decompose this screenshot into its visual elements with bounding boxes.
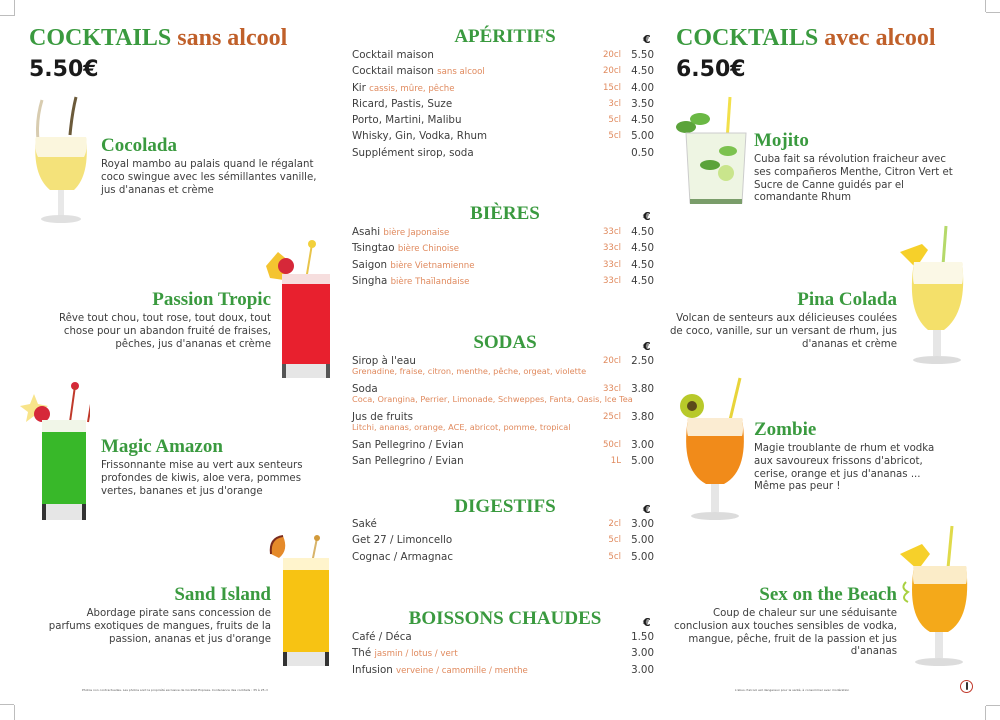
title-main: COCKTAILS: [676, 25, 819, 51]
cocktail-pina-colada: [668, 289, 897, 351]
item-volume: 15cl: [602, 82, 621, 93]
sodas-list: [352, 353, 654, 470]
item-name: Porto, Martini, Malibu: [352, 114, 462, 127]
menu-item: [352, 273, 654, 289]
menu-item: [352, 453, 654, 469]
item-price: 4.50: [631, 226, 654, 238]
currency-header: €: [643, 503, 651, 516]
item-volume: 5cl: [608, 131, 621, 142]
cocktail-magic-amazon: [101, 436, 331, 498]
menu-item: [352, 240, 654, 256]
item-volume: 5cl: [608, 535, 621, 546]
item-name: Jus de fruits: [352, 411, 413, 423]
crop-mark: [14, 705, 15, 720]
item-price: 4.00: [631, 81, 654, 94]
item-name: Cocktail maison: [352, 65, 434, 78]
sex-on-the-beach-glass-icon: [898, 522, 978, 672]
cocktail-mojito: [754, 130, 954, 205]
item-price: 5.50: [631, 49, 654, 61]
menu-item: [352, 80, 654, 96]
aperitifs-list: [352, 47, 654, 161]
crop-mark: [0, 15, 14, 16]
cocktail-name: Mojito: [754, 130, 809, 151]
item-name: Saké: [352, 518, 377, 530]
digestifs-list: [352, 516, 654, 565]
zombie-glass-icon: [676, 376, 754, 524]
item-price: 5.00: [631, 534, 654, 547]
menu-item: [352, 128, 654, 144]
menu-item: [352, 549, 654, 565]
crop-mark: [14, 0, 15, 16]
item-price: 5.00: [631, 130, 654, 143]
right-page-title: [676, 25, 936, 51]
item-price: 4.50: [631, 114, 654, 127]
menu-item: [352, 145, 654, 161]
item-subtitle: bière Thaïlandaise: [390, 276, 470, 287]
cocktail-description: Coup de chaleur sur une séduisante conclusion aux touches sensibles de vodka, mangue, pêche, fruit de la passion et jus d'ananas: [674, 608, 897, 658]
section-title-sodas: SODAS: [473, 332, 537, 353]
menu-item: [352, 224, 654, 240]
menu-item: [352, 381, 654, 409]
item-price: 5.00: [631, 455, 654, 468]
item-name: Ricard, Pastis, Suze: [352, 97, 453, 110]
cocktail-description: Abordage pirate sans concession de parfums exotiques de mangues, fruits de la passion, ananas et jus d'orange: [48, 608, 271, 645]
crop-mark: [985, 0, 986, 12]
item-subtitle: bière Japonaise: [383, 228, 450, 238]
menu-item: [352, 63, 654, 79]
menu-item: [352, 112, 654, 128]
cocktail-passion-tropic: [55, 289, 271, 351]
item-name: Asahi: [352, 226, 381, 238]
item-price: 4.50: [631, 65, 654, 78]
menu-item: [352, 662, 654, 678]
item-subtitle: sans alcool: [437, 67, 485, 78]
item-name: Sirop à l'eau: [352, 355, 416, 367]
item-price: 2.50: [631, 355, 654, 367]
section-title-bieres: BIÈRES: [470, 203, 540, 224]
crop-mark: [986, 705, 1000, 706]
cocktail-name: Zombie: [754, 419, 817, 440]
item-subtitle: verveine / camomille / menthe: [396, 665, 528, 676]
item-volume: 5cl: [608, 115, 621, 126]
left-page-title: [29, 25, 287, 51]
item-volume: 33cl: [602, 243, 621, 254]
item-name: Soda: [352, 383, 378, 395]
menu-item: [352, 645, 654, 661]
item-volume: 25cl: [602, 412, 621, 422]
currency-header: €: [643, 340, 651, 353]
item-detail: Litchi, ananas, orange, ACE, abricot, pomme, tropical: [352, 422, 571, 432]
item-price: 3.00: [631, 518, 654, 530]
item-price: 3.80: [631, 383, 654, 395]
item-volume: 3cl: [608, 98, 621, 109]
item-subtitle: jasmin / lotus / vert: [374, 649, 458, 660]
currency-header: €: [643, 210, 651, 223]
cocktail-description: Frissonnante mise au vert aux senteurs profondes de kiwis, aloe vera, pommes vertes, bananes et jus d'orange: [101, 460, 303, 497]
item-detail: Coca, Orangina, Perrier, Limonade, Schweppes, Fanta, Oasis, Ice Tea: [352, 394, 633, 404]
item-price: 1.50: [631, 631, 654, 643]
item-price: 3.80: [631, 411, 654, 423]
cocktail-sand-island: [45, 584, 271, 646]
cocktail-description: Magie troublante de rhum et vodka aux savoureux frissons d'abricot, cerise, orange et jus d'ananas ... Même pas peur !: [754, 443, 935, 493]
section-title-boissons-chaudes: BOISSONS CHAUDES: [408, 608, 602, 629]
item-detail: Grenadine, fraise, citron, menthe, pêche, orgeat, violette: [352, 366, 587, 376]
menu-item: [352, 257, 654, 273]
item-name: Kir: [352, 81, 366, 94]
item-price: 4.50: [631, 242, 654, 255]
item-price: 5.00: [631, 550, 654, 563]
section-title-digestifs: DIGESTIFS: [454, 496, 556, 517]
item-volume: 50cl: [602, 440, 621, 450]
item-price: 3.00: [631, 647, 654, 660]
pina-colada-glass-icon: [898, 222, 974, 372]
item-name: Cocktail maison: [352, 49, 434, 61]
left-page-price: 5.50€: [29, 57, 99, 82]
item-name: Get 27 / Limoncello: [352, 534, 453, 547]
section-title-aperitifs: APÉRITIFS: [454, 26, 556, 47]
menu-item: [352, 409, 654, 437]
item-volume: 33cl: [602, 384, 621, 394]
no-alcohol-pregnancy-icon: [960, 680, 973, 693]
item-volume: 33cl: [602, 275, 621, 286]
menu-item: [352, 353, 654, 381]
title-sub: sans alcool: [177, 25, 288, 51]
item-name: Saigon: [352, 258, 388, 271]
mojito-glass-icon: [670, 95, 752, 210]
cocktail-cocolada: [101, 135, 331, 197]
bieres-list: [352, 224, 654, 289]
item-subtitle: bière Chinoise: [397, 244, 459, 255]
menu-item: [352, 532, 654, 548]
menu-item: [352, 516, 654, 532]
item-volume: 20cl: [602, 356, 621, 366]
item-price: 4.50: [631, 258, 654, 271]
item-name: Singha: [352, 274, 388, 287]
cocktail-name: Magic Amazon: [101, 436, 223, 457]
currency-header: €: [643, 33, 651, 46]
title-sub: avec alcool: [824, 25, 936, 51]
item-name: Café / Déca: [352, 631, 412, 643]
cocktail-description: Royal mambo au palais quand le régalant coco swingue avec les sémillantes vanille, jus d'ananas et crème: [101, 159, 317, 196]
cocktail-name: Sand Island: [174, 584, 271, 605]
item-price: 3.00: [631, 439, 654, 451]
item-volume: 5cl: [608, 551, 621, 562]
item-name: Infusion: [352, 663, 393, 676]
menu-item: [352, 96, 654, 112]
cocolada-glass-icon: [28, 95, 96, 230]
item-name: Tsingtao: [352, 242, 395, 255]
cocktail-name: Passion Tropic: [152, 289, 271, 310]
magic-amazon-glass-icon: [20, 380, 90, 522]
item-name: Supplément sirop, soda: [352, 146, 474, 159]
item-volume: 33cl: [602, 259, 621, 270]
cocktail-name: Pina Colada: [797, 289, 897, 310]
cocktail-description: Rêve tout chou, tout rose, tout doux, tout chose pour un abandon fruité de fraises, pêches, jus d'ananas et crème: [59, 313, 271, 350]
item-price: 3.00: [631, 663, 654, 676]
left-footnote: Photos non contractuelles. Les photos sont la propriété exclusive de Cocktail Express. Contenance des cocktails : 35 à 25 cl: [82, 688, 268, 692]
item-price: 3.50: [631, 97, 654, 110]
item-name: Thé: [352, 647, 372, 660]
menu-item: [352, 629, 654, 645]
crop-mark: [986, 12, 1000, 13]
item-name: Whisky, Gin, Vodka, Rhum: [352, 130, 488, 143]
cocktail-sex-on-the-beach: [668, 584, 897, 659]
cocktail-description: Volcan de senteurs aux délicieuses coulées de coco, vanille, sur un versant de rhum, jus d'ananas et crème: [669, 313, 897, 350]
crop-mark: [0, 704, 14, 705]
menu-item: [352, 437, 654, 453]
sand-island-glass-icon: [265, 532, 335, 670]
item-volume: 2cl: [608, 519, 621, 529]
crop-mark: [985, 706, 986, 720]
item-subtitle: cassis, mûre, pêche: [369, 83, 455, 94]
cocktail-zombie: [754, 419, 954, 494]
boissons-chaudes-list: [352, 629, 654, 678]
menu-item: [352, 47, 654, 63]
item-volume: 20cl: [602, 66, 621, 77]
item-volume: 1L: [610, 456, 621, 467]
cocktail-description: Cuba fait sa révolution fraicheur avec ses compañeros Menthe, Citron Vert et Sucre de Canne guidés par el comandante Rhum: [754, 154, 953, 204]
item-name: San Pellegrino / Evian: [352, 455, 464, 468]
right-page-price: 6.50€: [676, 57, 746, 82]
item-price: 0.50: [631, 146, 654, 159]
item-price: 4.50: [631, 274, 654, 287]
item-volume: 33cl: [602, 227, 621, 237]
item-volume: 20cl: [602, 50, 621, 60]
currency-header: €: [643, 616, 651, 629]
cocktail-name: Cocolada: [101, 135, 177, 156]
item-name: San Pellegrino / Evian: [352, 439, 464, 451]
cocktail-name: Sex on the Beach: [759, 584, 897, 605]
passion-tropic-glass-icon: [264, 238, 334, 380]
right-footnote: L'abus d'alcool est dangereux pour la santé, à consommer avec modération: [735, 688, 850, 692]
title-main: COCKTAILS: [29, 25, 172, 51]
item-subtitle: bière Vietnamienne: [390, 260, 475, 271]
item-name: Cognac / Armagnac: [352, 550, 454, 563]
